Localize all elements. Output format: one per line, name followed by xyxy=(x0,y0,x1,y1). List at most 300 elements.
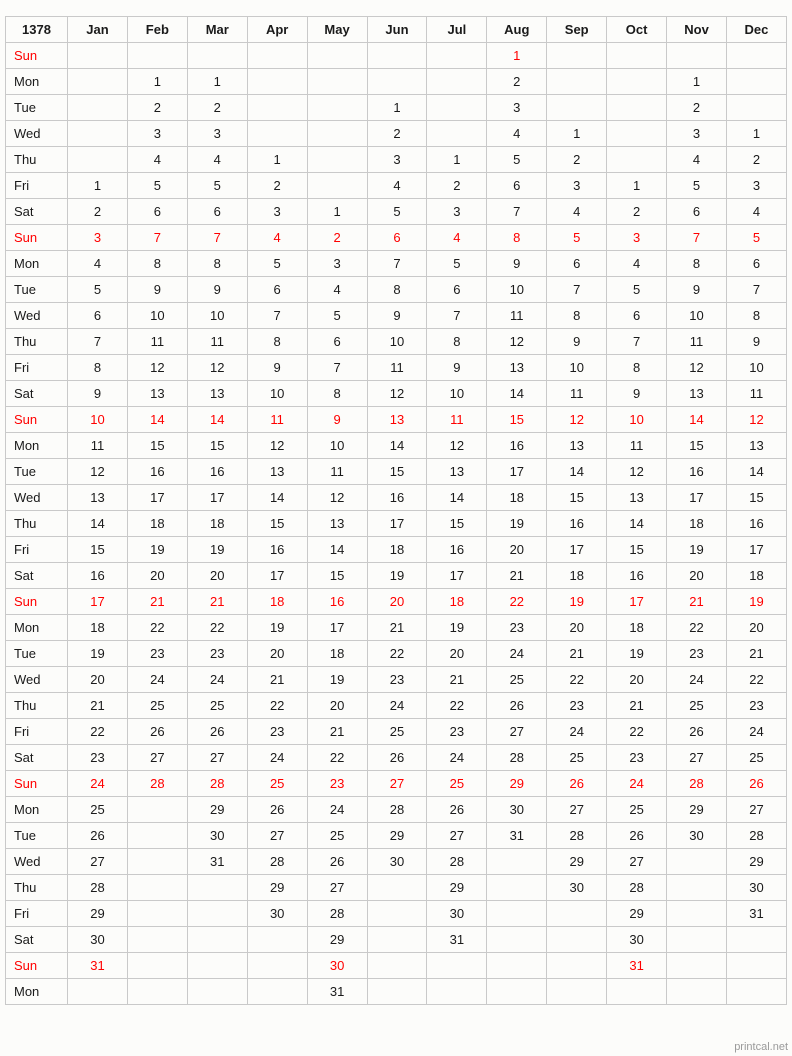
date-cell: 3 xyxy=(607,225,667,251)
date-cell: 6 xyxy=(726,251,786,277)
date-cell: 28 xyxy=(127,771,187,797)
date-cell: 6 xyxy=(487,173,547,199)
date-cell xyxy=(487,849,547,875)
date-cell: 11 xyxy=(607,433,667,459)
date-cell: 24 xyxy=(667,667,727,693)
date-cell: 10 xyxy=(427,381,487,407)
date-cell: 21 xyxy=(367,615,427,641)
date-cell: 31 xyxy=(427,927,487,953)
date-cell: 10 xyxy=(607,407,667,433)
date-cell: 8 xyxy=(187,251,247,277)
date-cell: 5 xyxy=(307,303,367,329)
date-cell: 25 xyxy=(127,693,187,719)
date-cell: 6 xyxy=(127,199,187,225)
date-cell xyxy=(667,953,727,979)
calendar-row-sun xyxy=(6,43,787,69)
date-cell: 19 xyxy=(187,537,247,563)
calendar-row-sun xyxy=(6,953,787,979)
date-cell: 2 xyxy=(726,147,786,173)
date-cell: 19 xyxy=(427,615,487,641)
date-cell: 25 xyxy=(68,797,128,823)
date-cell: 10 xyxy=(367,329,427,355)
date-cell xyxy=(247,95,307,121)
date-cell: 16 xyxy=(607,563,667,589)
date-cell: 27 xyxy=(367,771,427,797)
date-cell xyxy=(607,43,667,69)
date-cell: 8 xyxy=(427,329,487,355)
date-cell: 27 xyxy=(127,745,187,771)
date-cell: 18 xyxy=(547,563,607,589)
calendar-row-thu xyxy=(6,147,787,173)
date-cell: 12 xyxy=(187,355,247,381)
date-cell: 28 xyxy=(68,875,128,901)
date-cell xyxy=(607,69,667,95)
date-cell: 14 xyxy=(726,459,786,485)
month-header-feb: Feb xyxy=(127,17,187,43)
date-cell: 22 xyxy=(607,719,667,745)
date-cell: 23 xyxy=(68,745,128,771)
date-cell xyxy=(726,927,786,953)
date-cell xyxy=(367,979,427,1005)
date-cell: 30 xyxy=(667,823,727,849)
date-cell: 29 xyxy=(667,797,727,823)
date-cell xyxy=(726,979,786,1005)
date-cell: 13 xyxy=(68,485,128,511)
calendar-row-tue xyxy=(6,95,787,121)
date-cell: 17 xyxy=(427,563,487,589)
date-cell: 30 xyxy=(607,927,667,953)
date-cell: 9 xyxy=(427,355,487,381)
date-cell xyxy=(367,875,427,901)
day-label: Thu xyxy=(6,875,68,901)
date-cell: 29 xyxy=(187,797,247,823)
date-cell: 13 xyxy=(726,433,786,459)
date-cell: 19 xyxy=(68,641,128,667)
date-cell: 27 xyxy=(726,797,786,823)
date-cell: 15 xyxy=(726,485,786,511)
date-cell: 8 xyxy=(547,303,607,329)
date-cell: 26 xyxy=(247,797,307,823)
date-cell: 20 xyxy=(367,589,427,615)
date-cell: 1 xyxy=(247,147,307,173)
date-cell: 11 xyxy=(367,355,427,381)
month-header-aug: Aug xyxy=(487,17,547,43)
date-cell: 28 xyxy=(607,875,667,901)
date-cell: 16 xyxy=(667,459,727,485)
day-label: Sat xyxy=(6,563,68,589)
date-cell: 9 xyxy=(247,355,307,381)
date-cell: 10 xyxy=(68,407,128,433)
date-cell: 2 xyxy=(247,173,307,199)
date-cell: 27 xyxy=(547,797,607,823)
date-cell: 18 xyxy=(247,589,307,615)
date-cell: 17 xyxy=(127,485,187,511)
date-cell: 30 xyxy=(367,849,427,875)
date-cell: 17 xyxy=(187,485,247,511)
date-cell: 23 xyxy=(487,615,547,641)
date-cell: 11 xyxy=(726,381,786,407)
date-cell xyxy=(427,69,487,95)
date-cell: 29 xyxy=(547,849,607,875)
date-cell: 4 xyxy=(427,225,487,251)
date-cell: 7 xyxy=(247,303,307,329)
date-cell: 30 xyxy=(187,823,247,849)
date-cell: 16 xyxy=(547,511,607,537)
date-cell: 7 xyxy=(726,277,786,303)
date-cell: 26 xyxy=(68,823,128,849)
date-cell: 14 xyxy=(547,459,607,485)
calendar-row-sat xyxy=(6,563,787,589)
date-cell xyxy=(667,927,727,953)
date-cell: 15 xyxy=(547,485,607,511)
day-label: Thu xyxy=(6,147,68,173)
date-cell: 21 xyxy=(547,641,607,667)
date-cell: 4 xyxy=(187,147,247,173)
date-cell: 9 xyxy=(547,329,607,355)
date-cell: 13 xyxy=(127,381,187,407)
date-cell: 24 xyxy=(367,693,427,719)
date-cell: 12 xyxy=(487,329,547,355)
date-cell: 9 xyxy=(127,277,187,303)
date-cell: 8 xyxy=(307,381,367,407)
calendar-row-sun xyxy=(6,771,787,797)
date-cell: 3 xyxy=(307,251,367,277)
date-cell: 27 xyxy=(667,745,727,771)
date-cell: 31 xyxy=(68,953,128,979)
date-cell xyxy=(247,121,307,147)
date-cell: 27 xyxy=(607,849,667,875)
date-cell: 25 xyxy=(307,823,367,849)
date-cell: 27 xyxy=(247,823,307,849)
date-cell: 26 xyxy=(307,849,367,875)
date-cell: 25 xyxy=(726,745,786,771)
date-cell xyxy=(487,927,547,953)
date-cell xyxy=(726,95,786,121)
date-cell: 29 xyxy=(247,875,307,901)
date-cell: 2 xyxy=(187,95,247,121)
date-cell: 19 xyxy=(367,563,427,589)
day-label: Tue xyxy=(6,823,68,849)
calendar-row-fri xyxy=(6,537,787,563)
date-cell: 4 xyxy=(607,251,667,277)
date-cell: 1 xyxy=(667,69,727,95)
date-cell: 1 xyxy=(607,173,667,199)
date-cell: 7 xyxy=(667,225,727,251)
date-cell: 20 xyxy=(487,537,547,563)
date-cell: 26 xyxy=(667,719,727,745)
date-cell: 31 xyxy=(187,849,247,875)
date-cell xyxy=(127,901,187,927)
date-cell: 3 xyxy=(367,147,427,173)
date-cell: 18 xyxy=(307,641,367,667)
date-cell: 22 xyxy=(127,615,187,641)
day-label: Sun xyxy=(6,225,68,251)
date-cell: 31 xyxy=(607,953,667,979)
date-cell: 9 xyxy=(667,277,727,303)
date-cell: 23 xyxy=(367,667,427,693)
date-cell xyxy=(247,69,307,95)
date-cell: 20 xyxy=(607,667,667,693)
date-cell: 6 xyxy=(367,225,427,251)
date-cell xyxy=(187,953,247,979)
date-cell: 5 xyxy=(367,199,427,225)
date-cell: 14 xyxy=(187,407,247,433)
date-cell: 6 xyxy=(307,329,367,355)
date-cell: 19 xyxy=(247,615,307,641)
date-cell: 22 xyxy=(427,693,487,719)
date-cell: 21 xyxy=(247,667,307,693)
date-cell: 5 xyxy=(667,173,727,199)
date-cell: 3 xyxy=(427,199,487,225)
date-cell: 4 xyxy=(726,199,786,225)
date-cell: 1 xyxy=(68,173,128,199)
date-cell xyxy=(68,95,128,121)
watermark: printcal.net xyxy=(734,1041,788,1053)
calendar-row-wed xyxy=(6,849,787,875)
calendar-row-sat xyxy=(6,927,787,953)
date-cell: 24 xyxy=(307,797,367,823)
day-label: Fri xyxy=(6,173,68,199)
date-cell: 22 xyxy=(547,667,607,693)
date-cell: 11 xyxy=(247,407,307,433)
day-label: Sat xyxy=(6,199,68,225)
year-calendar-table xyxy=(5,16,787,1005)
date-cell xyxy=(547,43,607,69)
date-cell: 31 xyxy=(307,979,367,1005)
day-label: Sat xyxy=(6,927,68,953)
date-cell xyxy=(607,121,667,147)
date-cell: 15 xyxy=(247,511,307,537)
date-cell: 26 xyxy=(127,719,187,745)
date-cell: 26 xyxy=(427,797,487,823)
day-label: Tue xyxy=(6,95,68,121)
date-cell: 9 xyxy=(187,277,247,303)
date-cell: 16 xyxy=(68,563,128,589)
calendar-row-wed xyxy=(6,485,787,511)
date-cell xyxy=(667,979,727,1005)
date-cell: 5 xyxy=(187,173,247,199)
date-cell: 14 xyxy=(367,433,427,459)
calendar-row-wed xyxy=(6,667,787,693)
calendar-body xyxy=(6,43,787,1005)
date-cell: 21 xyxy=(607,693,667,719)
date-cell: 28 xyxy=(427,849,487,875)
month-header-sep: Sep xyxy=(547,17,607,43)
date-cell: 5 xyxy=(247,251,307,277)
calendar-row-mon xyxy=(6,69,787,95)
day-label: Mon xyxy=(6,251,68,277)
calendar-row-sun xyxy=(6,225,787,251)
date-cell: 12 xyxy=(307,485,367,511)
date-cell: 22 xyxy=(726,667,786,693)
date-cell: 17 xyxy=(307,615,367,641)
date-cell: 23 xyxy=(547,693,607,719)
date-cell: 8 xyxy=(247,329,307,355)
date-cell: 19 xyxy=(307,667,367,693)
date-cell: 16 xyxy=(187,459,247,485)
calendar-row-mon xyxy=(6,433,787,459)
date-cell: 13 xyxy=(427,459,487,485)
date-cell xyxy=(187,901,247,927)
date-cell: 18 xyxy=(367,537,427,563)
date-cell: 3 xyxy=(247,199,307,225)
month-header-may: May xyxy=(307,17,367,43)
date-cell: 25 xyxy=(367,719,427,745)
day-label: Wed xyxy=(6,485,68,511)
date-cell: 4 xyxy=(667,147,727,173)
date-cell: 25 xyxy=(187,693,247,719)
date-cell xyxy=(487,875,547,901)
date-cell xyxy=(547,953,607,979)
date-cell: 2 xyxy=(667,95,727,121)
date-cell: 9 xyxy=(307,407,367,433)
date-cell: 29 xyxy=(367,823,427,849)
date-cell xyxy=(607,95,667,121)
date-cell: 8 xyxy=(367,277,427,303)
calendar-row-wed xyxy=(6,303,787,329)
date-cell xyxy=(127,849,187,875)
date-cell: 30 xyxy=(487,797,547,823)
date-cell: 24 xyxy=(68,771,128,797)
date-cell: 28 xyxy=(247,849,307,875)
calendar-row-tue xyxy=(6,823,787,849)
date-cell: 24 xyxy=(427,745,487,771)
date-cell xyxy=(127,797,187,823)
date-cell xyxy=(127,953,187,979)
calendar-row-tue xyxy=(6,459,787,485)
date-cell: 5 xyxy=(427,251,487,277)
date-cell: 14 xyxy=(247,485,307,511)
date-cell: 23 xyxy=(427,719,487,745)
date-cell: 13 xyxy=(367,407,427,433)
day-label: Fri xyxy=(6,719,68,745)
date-cell: 6 xyxy=(187,199,247,225)
date-cell: 22 xyxy=(68,719,128,745)
date-cell: 14 xyxy=(667,407,727,433)
date-cell xyxy=(68,121,128,147)
date-cell: 3 xyxy=(187,121,247,147)
day-label: Thu xyxy=(6,511,68,537)
day-label: Tue xyxy=(6,459,68,485)
day-label: Fri xyxy=(6,355,68,381)
date-cell: 19 xyxy=(607,641,667,667)
date-cell: 20 xyxy=(667,563,727,589)
day-label: Mon xyxy=(6,433,68,459)
date-cell xyxy=(547,979,607,1005)
date-cell: 3 xyxy=(726,173,786,199)
date-cell: 18 xyxy=(667,511,727,537)
date-cell: 30 xyxy=(68,927,128,953)
date-cell: 17 xyxy=(607,589,667,615)
date-cell: 22 xyxy=(247,693,307,719)
day-label: Fri xyxy=(6,901,68,927)
date-cell: 2 xyxy=(127,95,187,121)
date-cell: 18 xyxy=(68,615,128,641)
day-label: Wed xyxy=(6,667,68,693)
date-cell xyxy=(367,953,427,979)
date-cell: 1 xyxy=(427,147,487,173)
date-cell: 14 xyxy=(307,537,367,563)
date-cell: 18 xyxy=(487,485,547,511)
date-cell xyxy=(127,43,187,69)
date-cell: 10 xyxy=(247,381,307,407)
date-cell: 5 xyxy=(547,225,607,251)
calendar-row-wed xyxy=(6,121,787,147)
date-cell: 16 xyxy=(427,537,487,563)
date-cell: 17 xyxy=(247,563,307,589)
date-cell: 25 xyxy=(607,797,667,823)
date-cell: 7 xyxy=(487,199,547,225)
month-header-oct: Oct xyxy=(607,17,667,43)
date-cell: 24 xyxy=(247,745,307,771)
day-label: Sun xyxy=(6,953,68,979)
date-cell: 12 xyxy=(367,381,427,407)
date-cell: 18 xyxy=(726,563,786,589)
date-cell: 11 xyxy=(667,329,727,355)
date-cell: 14 xyxy=(487,381,547,407)
date-cell: 13 xyxy=(547,433,607,459)
date-cell: 3 xyxy=(487,95,547,121)
date-cell xyxy=(68,69,128,95)
date-cell xyxy=(127,979,187,1005)
date-cell: 28 xyxy=(726,823,786,849)
date-cell: 29 xyxy=(68,901,128,927)
date-cell: 3 xyxy=(127,121,187,147)
date-cell xyxy=(667,901,727,927)
date-cell: 9 xyxy=(68,381,128,407)
date-cell xyxy=(667,875,727,901)
date-cell: 23 xyxy=(667,641,727,667)
date-cell: 4 xyxy=(487,121,547,147)
date-cell: 23 xyxy=(187,641,247,667)
date-cell: 12 xyxy=(607,459,667,485)
date-cell: 29 xyxy=(726,849,786,875)
date-cell: 4 xyxy=(307,277,367,303)
date-cell: 20 xyxy=(127,563,187,589)
date-cell: 21 xyxy=(726,641,786,667)
date-cell: 1 xyxy=(187,69,247,95)
calendar-row-fri xyxy=(6,719,787,745)
date-cell xyxy=(667,43,727,69)
date-cell: 2 xyxy=(307,225,367,251)
date-cell: 1 xyxy=(367,95,427,121)
date-cell: 26 xyxy=(607,823,667,849)
date-cell xyxy=(427,43,487,69)
month-header-jan: Jan xyxy=(68,17,128,43)
date-cell xyxy=(247,953,307,979)
date-cell: 5 xyxy=(607,277,667,303)
date-cell: 14 xyxy=(427,485,487,511)
date-cell: 8 xyxy=(726,303,786,329)
date-cell: 17 xyxy=(667,485,727,511)
date-cell: 11 xyxy=(127,329,187,355)
date-cell: 15 xyxy=(127,433,187,459)
date-cell xyxy=(307,147,367,173)
date-cell xyxy=(187,43,247,69)
date-cell xyxy=(367,901,427,927)
date-cell: 2 xyxy=(367,121,427,147)
calendar-row-thu xyxy=(6,329,787,355)
date-cell: 24 xyxy=(127,667,187,693)
date-cell: 20 xyxy=(187,563,247,589)
date-cell: 28 xyxy=(187,771,247,797)
date-cell xyxy=(427,121,487,147)
date-cell: 12 xyxy=(427,433,487,459)
date-cell: 7 xyxy=(427,303,487,329)
date-cell xyxy=(427,979,487,1005)
date-cell: 4 xyxy=(547,199,607,225)
date-cell: 25 xyxy=(247,771,307,797)
